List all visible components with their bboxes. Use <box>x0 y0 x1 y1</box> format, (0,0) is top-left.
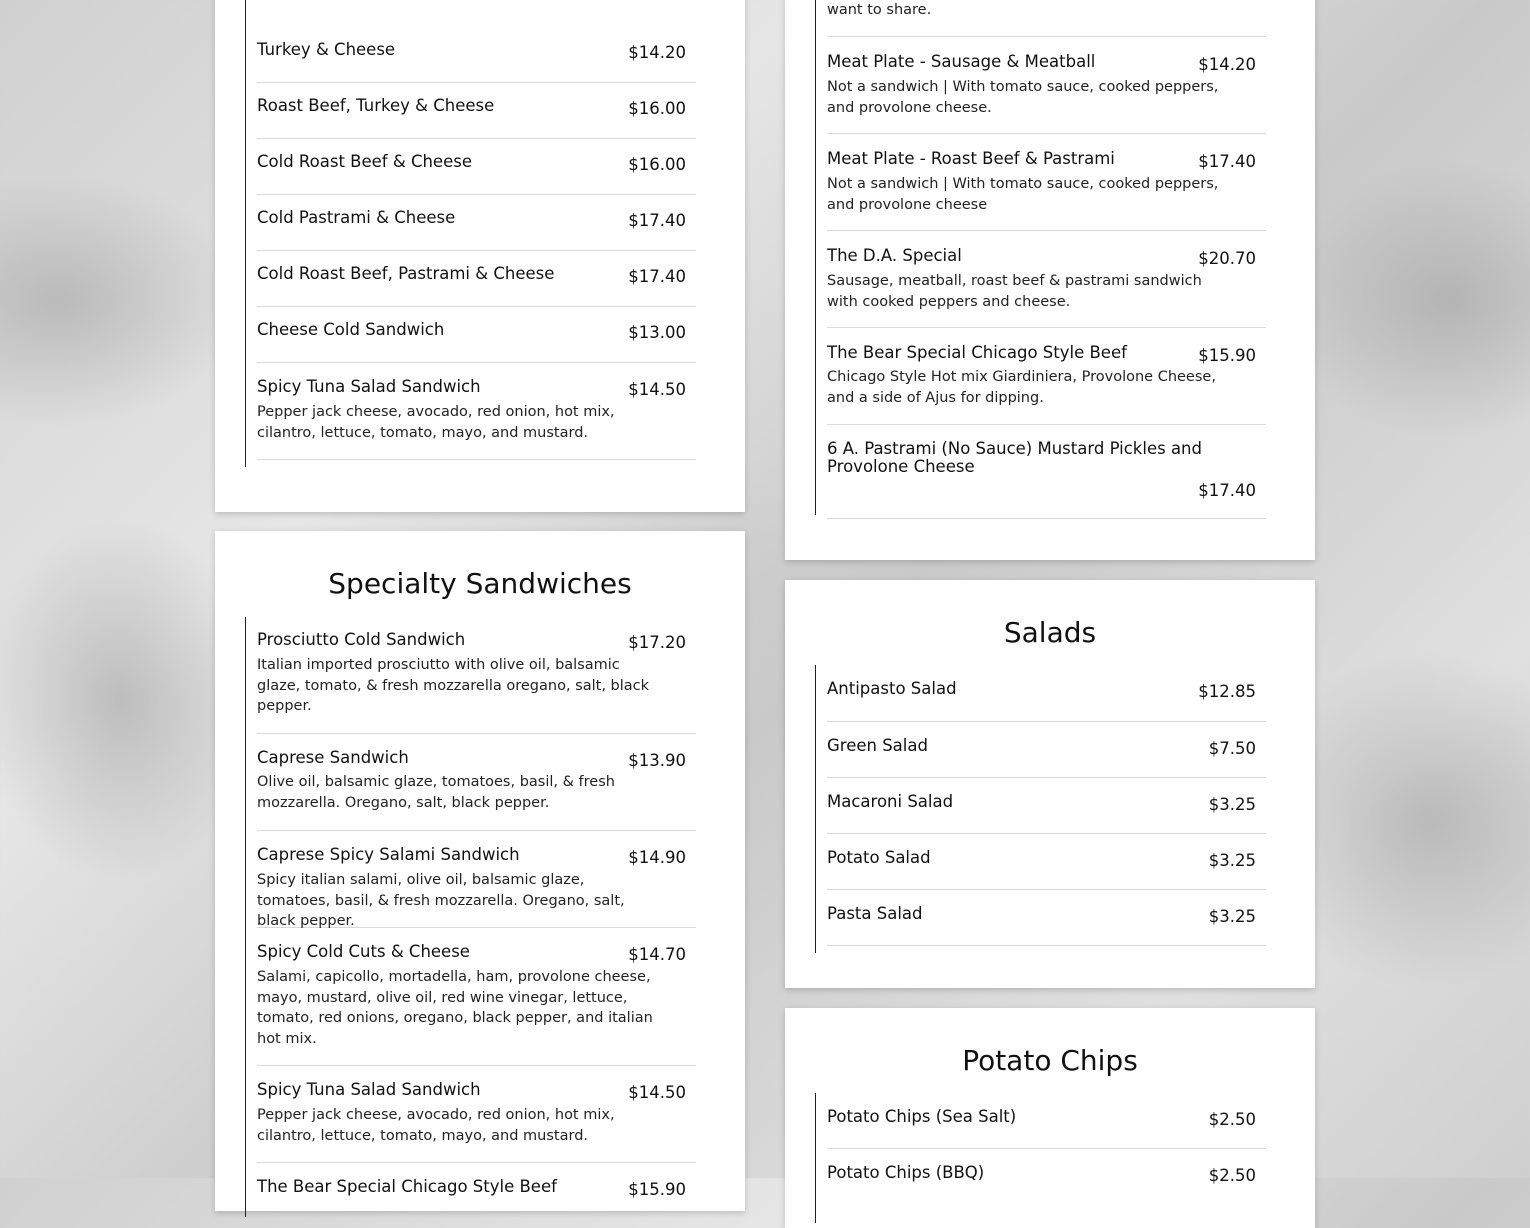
menu-item[interactable] <box>257 83 696 139</box>
salads-list <box>815 665 1276 953</box>
menu-item-description: want to share. <box>827 2 932 18</box>
menu-item-name: Potato Chips (BBQ) <box>827 1163 985 1182</box>
menu-item-price: $13.00 <box>628 323 686 342</box>
hot-sandwiches-card <box>785 0 1315 560</box>
menu-item-name: Potato Chips (Sea Salt) <box>827 1107 1017 1126</box>
menu-item-name: 6 A. Pastrami (No Sauce) Mustard Pickles and Provolone Cheese <box>827 439 1202 476</box>
menu-item-name: Caprese Spicy Salami Sandwich <box>257 845 520 864</box>
specialty-sandwiches-card <box>215 531 745 1211</box>
menu-item-price: $14.20 <box>1198 55 1256 74</box>
hot-sandwiches-list <box>815 0 1276 515</box>
menu-item[interactable] <box>257 617 696 734</box>
menu-item-name: Spicy Tuna Salad Sandwich <box>257 377 481 396</box>
menu-item-price: $7.50 <box>1208 739 1256 758</box>
menu-item-name: Caprese Sandwich <box>257 748 409 767</box>
menu-item-name: Cheese Cold Sandwich <box>257 320 445 339</box>
menu-item-price: $20.70 <box>1198 249 1256 268</box>
menu-item-name: Cold Pastrami & Cheese <box>257 208 456 227</box>
menu-item-price: $3.25 <box>1208 795 1256 814</box>
menu-item-price: $14.90 <box>628 848 686 867</box>
menu-item[interactable] <box>257 734 696 831</box>
menu-item[interactable] <box>827 778 1266 834</box>
menu-item-name: Spicy Cold Cuts & Cheese <box>257 942 470 961</box>
menu-item-price: $14.50 <box>628 380 686 399</box>
menu-item-name: Prosciutto Cold Sandwich <box>257 630 466 649</box>
menu-item-name: Potato Salad <box>827 848 931 867</box>
menu-item[interactable] <box>257 0 696 83</box>
menu-item[interactable] <box>827 231 1266 328</box>
menu-item-price: $16.00 <box>628 99 686 118</box>
menu-item-description: Italian imported prosciutto with olive oil, balsamic glaze, tomato, & fresh mozzarella oregano, salt, black pepper. <box>257 657 650 714</box>
menu-item[interactable] <box>827 1149 1266 1204</box>
menu-item[interactable] <box>257 195 696 251</box>
menu-item-description: Sausage, meatball, roast beef & pastrami sandwich with cooked peppers and cheese. <box>827 273 1202 310</box>
menu-item-price: $15.90 <box>628 1180 686 1199</box>
cold-sandwiches-card <box>215 0 745 512</box>
menu-item[interactable] <box>257 928 696 1066</box>
potato-chips-card <box>785 1008 1315 1228</box>
menu-item-price: $17.40 <box>628 211 686 230</box>
menu-item-price: $2.50 <box>1208 1166 1256 1185</box>
section-title: Specialty Sandwiches <box>328 567 632 600</box>
menu-item-name: Green Salad <box>827 736 928 755</box>
menu-item[interactable] <box>827 425 1266 519</box>
menu-item[interactable] <box>827 328 1266 425</box>
menu-item-price: $14.50 <box>628 1083 686 1102</box>
menu-item-price: $17.20 <box>628 633 686 652</box>
menu-item[interactable] <box>827 665 1266 722</box>
section-title: Salads <box>1003 616 1097 649</box>
menu-item[interactable] <box>827 134 1266 231</box>
menu-item[interactable] <box>257 139 696 195</box>
menu-item-description: Salami, capicollo, mortadella, ham, provolone cheese, mayo, mustard, olive oil, red wine vinegar, lettuce, tomato, red onions, oregano, black pepper, and italian hot mix. <box>257 969 653 1047</box>
menu-item[interactable] <box>827 1093 1266 1149</box>
menu-item-price: $17.40 <box>628 267 686 286</box>
menu-item[interactable] <box>257 1163 696 1223</box>
menu-item-price: $15.90 <box>1198 346 1256 365</box>
menu-item-description: Pepper jack cheese, avocado, red onion, hot mix, cilantro, lettuce, tomato, mayo, and mustard. <box>257 1107 615 1144</box>
potato-chips-list <box>815 1093 1276 1223</box>
menu-item-description: Chicago Style Hot mix Giardiniera, Provolone Cheese, and a side of Ajus for dipping. <box>827 369 1216 406</box>
menu-item-name: Macaroni Salad <box>827 792 954 811</box>
cold-sandwiches-list <box>245 0 706 467</box>
menu-item[interactable] <box>827 37 1266 134</box>
specialty-sandwiches-list <box>245 617 706 1217</box>
menu-item[interactable] <box>257 363 696 460</box>
menu-item-name: Antipasto Salad <box>827 679 957 698</box>
menu-item-name: Cold Roast Beef, Pastrami & Cheese <box>257 264 555 283</box>
menu-item-price: $16.00 <box>628 155 686 174</box>
menu-item-price: $17.40 <box>1198 481 1256 500</box>
menu-item-name: The Bear Special Chicago Style Beef <box>257 1177 557 1196</box>
section-title: Potato Chips <box>962 1044 1138 1077</box>
menu-item-name: Meat Plate - Roast Beef & Pastrami <box>827 149 1115 168</box>
menu-item[interactable] <box>827 834 1266 890</box>
menu-item-price: $17.40 <box>1198 152 1256 171</box>
menu-item-description: Not a sandwich | With tomato sauce, cooked peppers, and provolone cheese. <box>827 79 1219 116</box>
menu-item-description: Spicy italian salami, olive oil, balsamic glaze, tomatoes, basil, & fresh mozzarella. Oregano, salt, black pepper. <box>257 872 625 929</box>
menu-item-name: Spicy Tuna Salad Sandwich <box>257 1080 481 1099</box>
menu-item-name: The D.A. Special <box>827 246 962 265</box>
menu-item-name: The Bear Special Chicago Style Beef <box>827 343 1127 362</box>
menu-item-name: Meat Plate - Sausage & Meatball <box>827 52 1096 71</box>
menu-item-name: Turkey & Cheese <box>257 40 396 59</box>
menu-item-price: $14.70 <box>628 945 686 964</box>
menu-item-name: Roast Beef, Turkey & Cheese <box>257 96 495 115</box>
menu-item-partial[interactable] <box>827 0 1266 37</box>
menu-item[interactable] <box>257 307 696 363</box>
menu-item-name: Pasta Salad <box>827 904 923 923</box>
menu-item[interactable] <box>257 1066 696 1163</box>
menu-item-price: $3.25 <box>1208 851 1256 870</box>
menu-item-price: $3.25 <box>1208 907 1256 926</box>
menu-item[interactable] <box>257 251 696 307</box>
menu-item-description: Pepper jack cheese, avocado, red onion, hot mix, cilantro, lettuce, tomato, mayo, and mustard. <box>257 404 615 441</box>
menu-item-price: $12.85 <box>1198 682 1256 701</box>
menu-item-price: $14.20 <box>628 43 686 62</box>
menu-item-price: $13.90 <box>628 751 686 770</box>
salads-card <box>785 580 1315 988</box>
menu-item[interactable] <box>827 722 1266 778</box>
menu-item[interactable] <box>257 831 696 928</box>
menu-item-price: $2.50 <box>1208 1110 1256 1129</box>
menu-item-description: Olive oil, balsamic glaze, tomatoes, basil, & fresh mozzarella. Oregano, salt, black pepper. <box>257 774 615 811</box>
menu-item[interactable] <box>827 890 1266 946</box>
menu-item-description: Not a sandwich | With tomato sauce, cooked peppers, and provolone cheese <box>827 176 1219 213</box>
menu-item-name: Cold Roast Beef & Cheese <box>257 152 472 171</box>
